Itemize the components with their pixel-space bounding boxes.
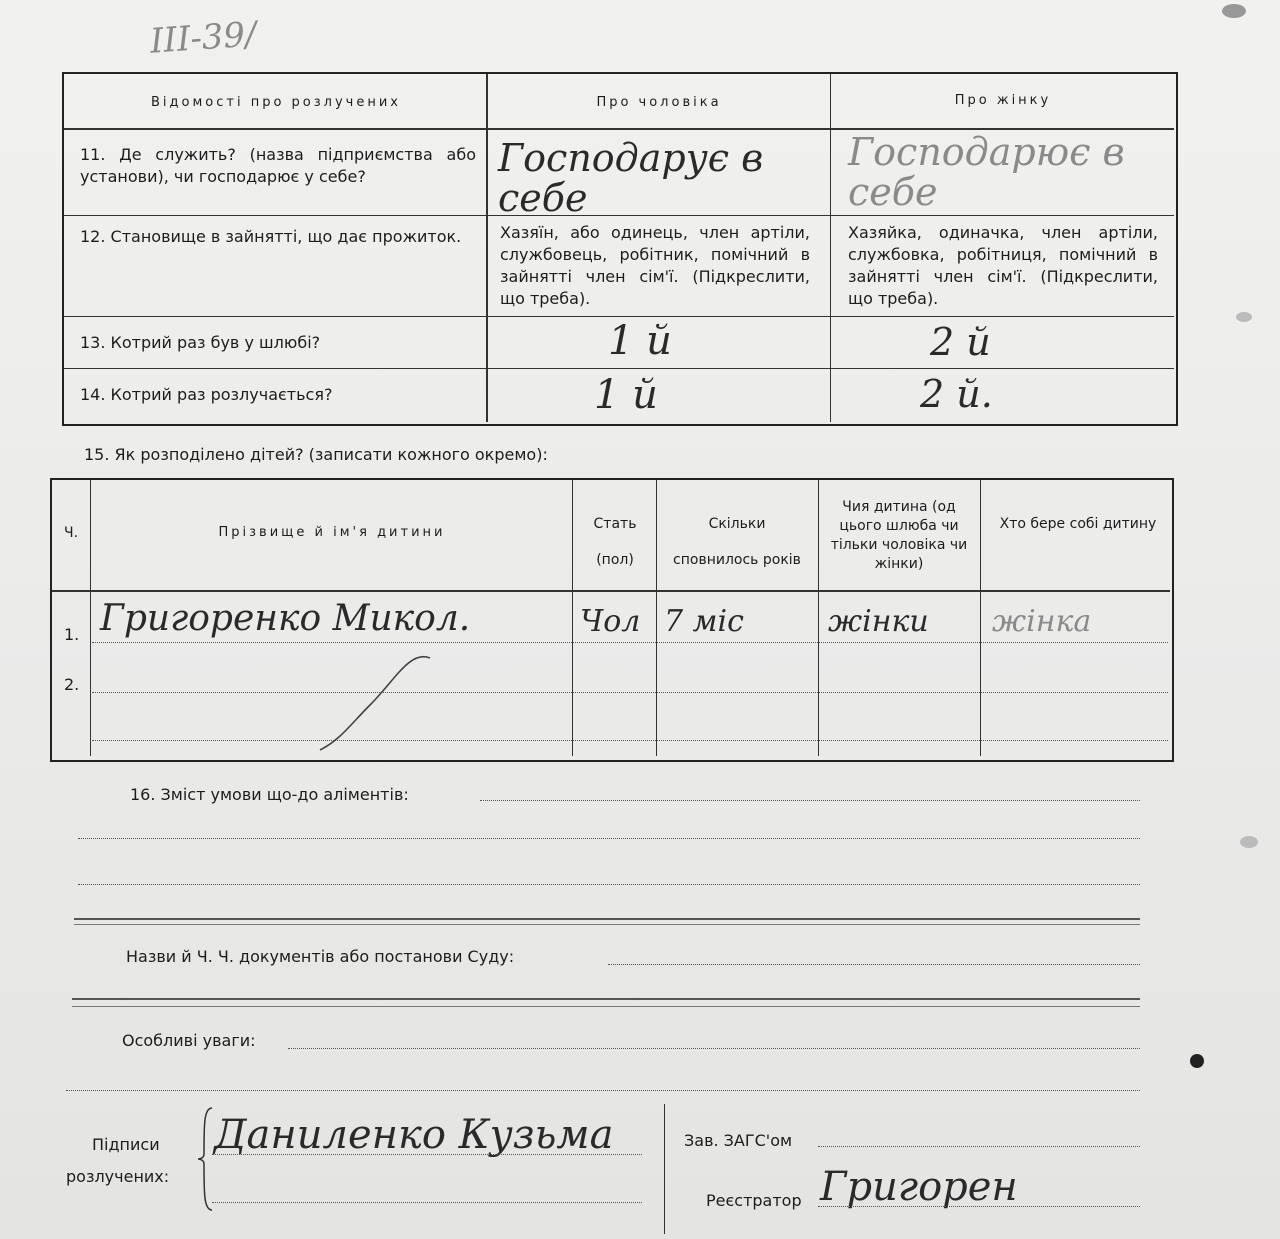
strike-flourish — [300, 650, 450, 760]
col-num-header: Ч. — [63, 525, 79, 541]
row-11-husband-answer: Господарує в себе — [498, 136, 764, 220]
section-rule — [74, 924, 1140, 925]
row-12-wife-options: Хазяйка, одиначка, член артіли, службовка, робітниця, помічний в зайнятті член сім'ї. (Підкреслити, що треба). — [848, 223, 1158, 308]
table-divider — [90, 480, 91, 756]
signature-line — [212, 1202, 642, 1203]
table-divider — [980, 480, 981, 756]
table-divider — [818, 480, 819, 756]
child-row-2-num: 2. — [64, 675, 80, 694]
row-13-label: 13. Котрий раз був у шлюбі? — [80, 333, 321, 352]
signatures-label-line2: розлучених: — [66, 1167, 170, 1186]
row-rule — [64, 316, 1174, 317]
child-row-1-takes: жінка — [992, 604, 1092, 639]
signature-line — [818, 1146, 1140, 1147]
row-12-husband-options: Хазяїн, або одинець, член артіли, службовець, робітник, помічний в зайнятті член сім'ї. (Підкреслити, що треба). — [500, 223, 810, 308]
child-row-1-age: 7 міс — [664, 604, 744, 639]
child-row-1-whose: жінки — [828, 604, 929, 639]
punch-hole — [1222, 4, 1246, 18]
punch-hole — [1190, 1054, 1204, 1068]
header-husband: Про чоловіка — [596, 95, 722, 110]
registrar-signature: Григорен — [820, 1164, 1018, 1210]
table-divider — [656, 480, 657, 756]
child-row-1-name: Григоренко Микол. — [100, 598, 471, 639]
child-row-1-num: 1. — [64, 625, 80, 644]
question-16-label: 16. Зміст умови що-до аліментів: — [130, 785, 409, 804]
row-14-wife-answer: 2 й. — [920, 372, 993, 416]
corner-note: ІІІ-39/ — [148, 14, 258, 62]
question-15-label: 15. Як розподілено дітей? (записати кожного окремо): — [84, 445, 548, 464]
row-13-husband-answer: 1 й — [608, 318, 672, 364]
header-wife: Про жінку — [954, 93, 1052, 108]
section-rule — [72, 1006, 1140, 1007]
answer-line — [78, 838, 1140, 839]
answer-line — [608, 964, 1140, 965]
section-rule — [72, 998, 1140, 1000]
row-12-label: 12. Становище в зайнятті, що дає прожиток. — [80, 227, 462, 246]
col-name-header: Прізвище й ім'я дитини — [218, 525, 446, 540]
divorcee-signature: Даниленко Кузьма — [214, 1112, 614, 1158]
row-line — [92, 692, 1168, 693]
registrar-label: Реєстратор — [706, 1191, 802, 1210]
row-line — [92, 642, 1168, 643]
signature-line — [818, 1206, 1140, 1207]
signature-divider — [664, 1104, 665, 1234]
col-takes-header: Хто бере собі дитину — [999, 516, 1157, 532]
table-divider — [486, 74, 488, 422]
answer-line — [480, 800, 1140, 801]
child-row-1-sex: Чол — [580, 604, 641, 639]
row-11-wife-answer: Господарює в себе — [848, 130, 1125, 214]
signatures-label-line1: Підписи — [92, 1135, 160, 1154]
punch-hole — [1236, 312, 1252, 322]
table-divider — [830, 74, 831, 422]
signature-brace — [196, 1104, 216, 1214]
answer-line — [66, 1090, 1140, 1091]
section-rule — [74, 918, 1140, 920]
row-13-wife-answer: 2 й — [930, 320, 991, 364]
header-left: Відомості про розлучених — [151, 95, 401, 110]
special-notes-label: Особливі уваги: — [122, 1031, 256, 1050]
answer-line — [78, 884, 1140, 885]
col-age-header: Скільки сповнилось років — [673, 516, 801, 568]
punch-hole — [1240, 836, 1258, 848]
row-14-label: 14. Котрий раз розлучається? — [80, 385, 333, 404]
header-rule — [52, 590, 1170, 592]
signature-line — [212, 1154, 642, 1155]
row-rule — [64, 368, 1174, 369]
zags-head-label: Зав. ЗАГС'ом — [684, 1131, 793, 1150]
row-line — [92, 740, 1168, 741]
answer-line — [288, 1048, 1140, 1049]
col-whose-header: Чия дитина (од цього шлюба чи тільки чоловіка чи жінки) — [830, 499, 968, 572]
col-sex-header: Стать (пол) — [593, 516, 637, 568]
court-docs-label: Назви й Ч. Ч. документів або постанови Суду: — [126, 947, 515, 966]
row-11-label: 11. Де служить? (назва підприємства або установи), чи господарює у себе? — [80, 145, 476, 186]
table-divider — [572, 480, 573, 756]
row-14-husband-answer: 1 й — [594, 372, 658, 418]
